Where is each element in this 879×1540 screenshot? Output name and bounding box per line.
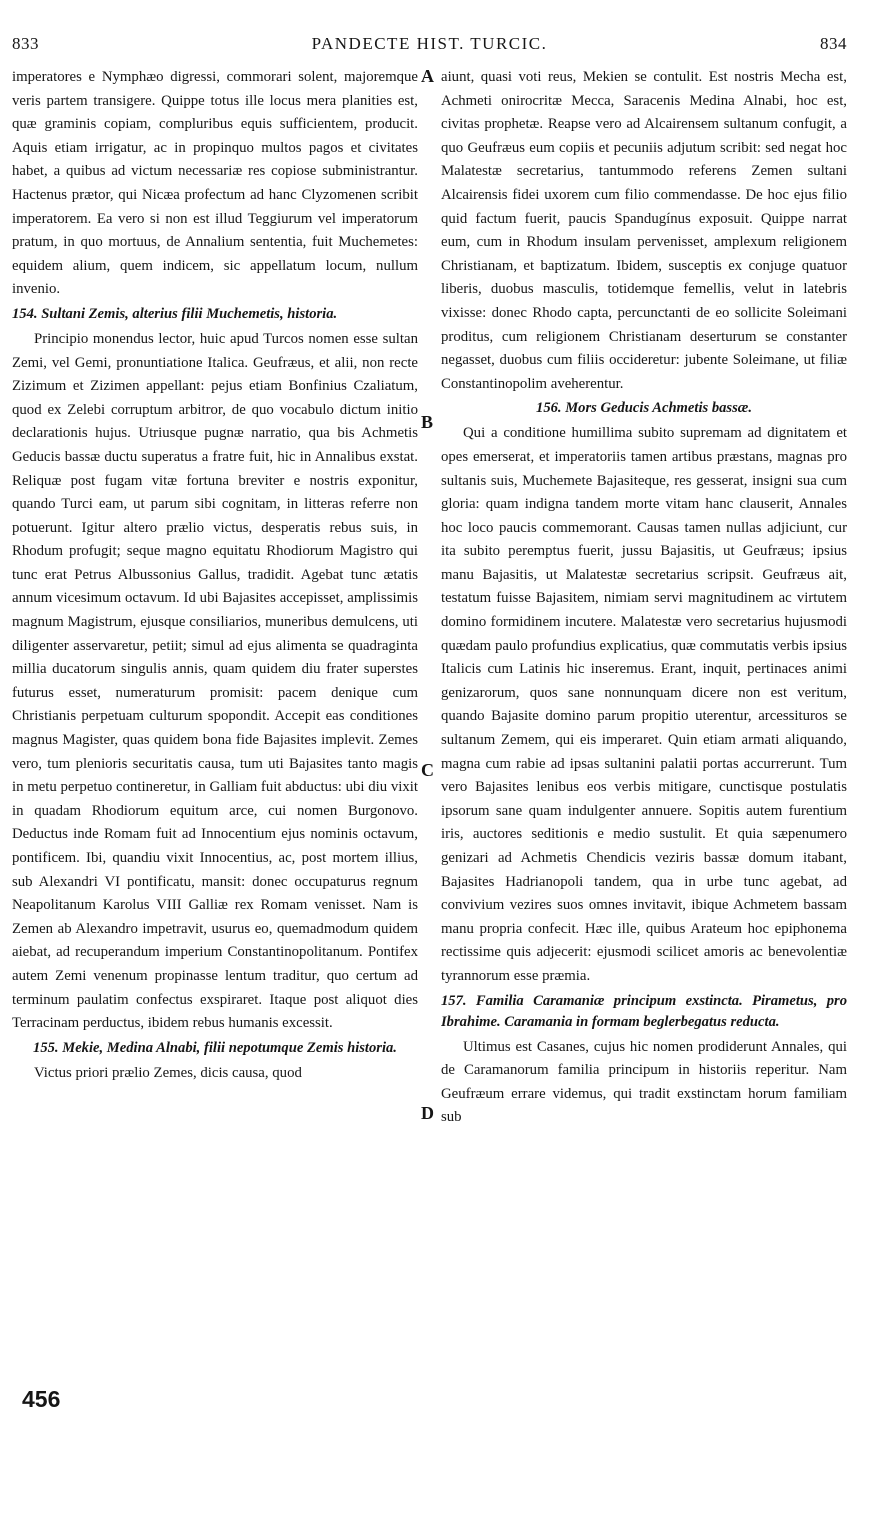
section-heading-154: 154. Sultani Zemis, alterius filii Muchemetis, historia.: [12, 305, 338, 322]
page-number-left: 833: [12, 34, 39, 53]
paragraph: Qui a conditione humillima subito supremam ad dignitatem et opes emerserat, et imperatoriis tamen artibus præstans, magnas pro sultanis suis, Muchemete Bajasiteque, res gesserat, insigni sua cum gloria: quam indigna tandem morte vitam hanc clauserit, Annales hoc loco paucis commemorant. Causas tamen nullas adjiciunt, cur ita subito peremptus fuerit, jussu Bajasitis, ut Geufræus; ipsius manu Bajasitis, ut Malatestæ secretarius scripsit. Geufræus ait, testatum fuisse Bajasitem, nimiam servi magnitudinem ac virtutem domino formidinem incutere. Malatestæ vero secretarius hujusmodi quædam paulo profundius explicatius, quæ commutatis verbis ipsius Italicis cum Latinis hic inseremus. Erant, inquit, pertinaces animi genizarorum, quos sane nonnunquam dicere non est veritum, quando Bajasite domino parum propitio uterentur, arcessituros se sultanum Zemem, qui eis imperaret. Quin etiam armati aliquando, magna cum rabie ad ipsas sultanini palatii portas accurrerunt. Tum vero Bajasites lenibus eos verbis mitigare, cunctisque postulatis ipsorum sane quam indulgenter annuere. Sopitis autem furentium iris, auctores seditionis e medio sustulit. Et quia sæpenumero genizari ad Achmetis Chendicis veziris bassæ domum itabant, Bajasites Hadrianopoli tandem, qua in urbe tunc agebat, ad convivium vezires suos omnes invitavit, ibique Achmetem bassam manu propria confecit. Hæc ille, quibus Arateum hoc epiphonema rectissime quis adjecerit: ejusmodi scilicet amoris ac benevolentiæ tyrannorum esse præmia.: [441, 425, 847, 984]
section-heading-155: 155. Mekie, Medina Alnabi, filii nepotumque Zemis historia.: [33, 1039, 397, 1056]
margin-letter-d: D: [421, 1103, 434, 1123]
signature-mark: 456: [22, 1386, 61, 1412]
margin-letter-a: A: [421, 66, 434, 86]
section-heading-156: 156. Mors Geducis Achmetis bassæ.: [536, 400, 752, 417]
page-number-right: 834: [820, 34, 847, 53]
right-column: [441, 66, 847, 1466]
paragraph: imperatores e Nymphæo digressi, commorari solent, majoremque veris partem transigere. Quippe totus ille locus mera planities est, quæ graminis copiam, compluribus equis sufficientem, producit. Aquis etiam irrigatur, ac in propinquo multos pagos et civitates habet, a quibus ad victum necessariæ res copiose subministrantur. Hactenus prætor, qui Nicæa profectum ad hanc Clyzomenen scribit imperatorem. Ea vero si non est illud Teggiurum vel imperatorum pratum, in quo mortuus, de Annalium sententia, fuit Muchemetes: equidem alium, quem indicem, sic appellatum locum, nullum invenio.: [12, 69, 418, 298]
section-heading-157: 157. Familia Caramaniæ principum exstincta. Pirametus, pro Ibrahime. Caramania in formam beglerbegatus reducta.: [441, 992, 847, 1030]
paragraph: Ultimus est Casanes, cujus hic nomen prodiderunt Annales, qui de Caramanorum familia principum in historiis reperitur. Nam Geufræum errare videmus, qui tradit exstinctam horum familiam sub: [441, 1038, 847, 1126]
paragraph: Principio monendus lector, huic apud Turcos nomen esse sultan Zemi, vel Gemi, pronuntiatione Italica. Geufræus, et alii, non recte Zizimum et Zizimen appellant: pejus etiam Bonfinius Czaliatum, quod ex Zelebi corruptum arbitror, de quo vocabulo dictum initio declarationis hujus. Utriusque pugnæ narratio, qua bis Achmetis Geducis bassæ ductu superatus a fratre fuit, hic in Annalibus exstat. Reliquæ post fugam vitæ fortuna breviter e nostris exponitur, quando Turci eam, ut parum sibi cognitam, in litteras referre non potuerunt. Igitur altero prælio victus, desperatis rebus suis, in Rhodum profugit; seque magno equitatu Rhodiorum Magistro qui tunc erat Petrus Albussonius Gallus, tradidit. Agebat tunc ætatis annum vicesimum octavum. Id ubi Bajasites accepisset, amplissimis magnum Magistrum, ejusque consiliarios, muneribus demulcens, uti diligenter asservaretur, petiit; simul ad ejus alimenta se quadraginta millia ducatorum singulis annis, quam quidem diu frater superstes futurus esset, numeraturum promisit: pacem denique cum Christianis perpetuam culturum spopondit. Accepit eas conditiones magnus Magister, quas quidem bona fide Bajasites implevit. Zemes vero, tum plenioris securitatis causa, tum uti Bajasites tanto magis in metu perpetuo contineretur, in Galliam fuit abductus: ubi diu vixit in quadam Rhodiorum equitum arce, cui nomen Burgonovo. Deductus inde Romam fuit ad Innocentium ejus nominis octavum, pontificem. Ibi, quandiu vixit Innocentius, ac, post mortem illius, sub Alexandri VI pontificatu, mansit: donec occupaturus regnum Neapolitanum Karolus VIII Galliæ rex Romam venisset. Nam is Zemen ab Alexandro impetravit, usurus eo, quemadmodum quidem aiebat, ad recuperandum imperium Constantinopolitanum. Pontifex autem Zemi venenum propinasse lentum traditur, quo certum ad terminum paulatim confectus exspiraret. Itaque post aliquot dies Terracinam perductus, ibidem rebus humanis excessit.: [12, 330, 418, 1032]
paragraph: Victus priori prælio Zemes, dicis causa, quod: [34, 1064, 302, 1081]
left-column: [12, 66, 418, 1466]
running-header: [12, 34, 847, 60]
margin-letter-b: B: [421, 412, 434, 432]
running-title: PANDECTE HIST. TURCIC.: [311, 34, 548, 53]
paragraph: aiunt, quasi voti reus, Mekien se contulit. Est nostris Mecha est, Achmeti onirocritæ Mecca, Saracenis Medina Alnabi, hoc est, civitas prophetæ. Reapse vero ad Alcairensem sultanum confugit, a quo Geufræus eum copiis et pecuniis adjutum scribit: sed negat hoc Malatestæ secretarius, tantummodo referens Zemen sultani Alcairensis fidei uxorem cum filio commendasse. De hoc ejus filio quid factum fuerit, paucis Spandugínus exposuit. Quippe narrat eum, cum in Rhodum insulam pervenisset, amplexum religionem Christianam, et baptizatum. Ibidem, susceptis ex conjuge quatuor liberis, duobus masculis, totidemque femellis, velut in latebris vixisse: donec Rhodo capta, percunctanti de eo sollicite Soleimani proditus, cum religionem Christianam deserturum se constanter negasset, duobus cum filiis occideretur: jubente Soleimane, ut filiæ Constantinopolim aveherentur.: [441, 69, 847, 392]
margin-letter-c: C: [421, 760, 434, 780]
